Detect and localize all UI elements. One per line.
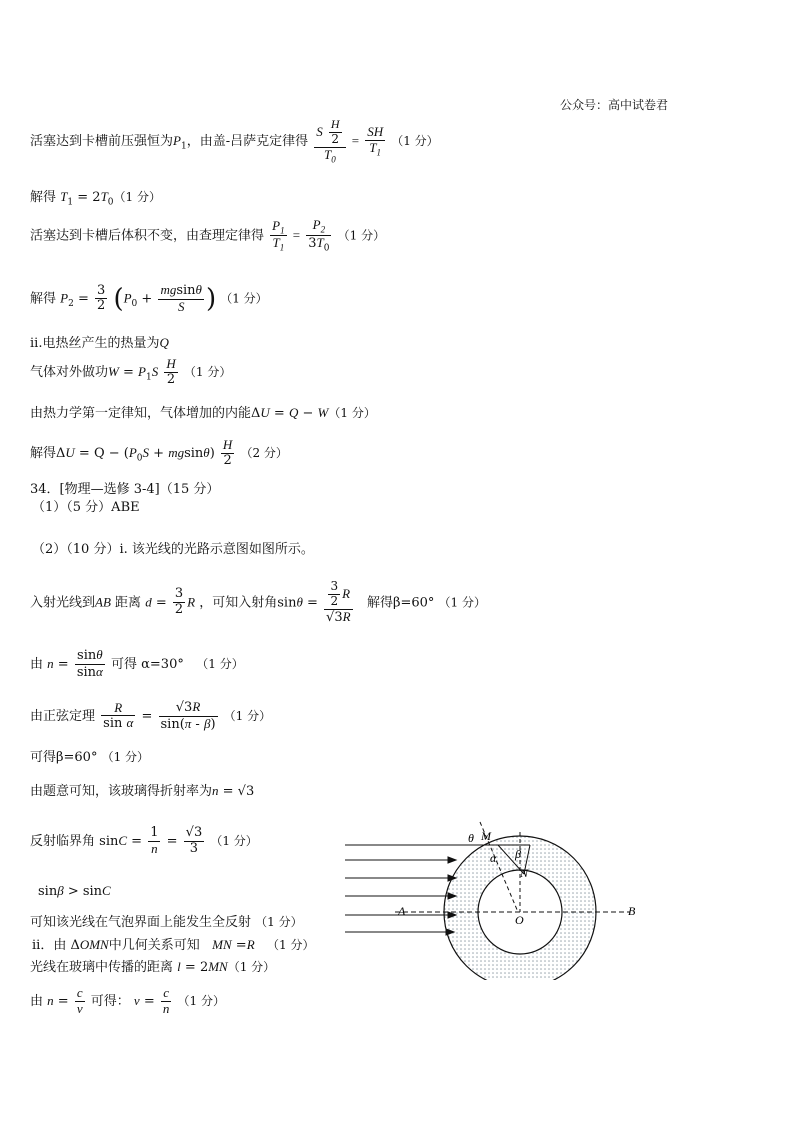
label-alpha: α — [490, 851, 497, 865]
eq-work: 气体对外做功$W = P_1S$ $\frac{H}{2}$ （1 分） — [30, 356, 232, 387]
eq-refraction: 由 n = $\frac{\sin\theta}{\sin\alpha}$ 可得 α=30° （1 分） — [30, 647, 244, 680]
optics-figure — [340, 820, 660, 980]
label-b: B — [628, 904, 636, 918]
eq-incident-angle: 入射光线到AB 距离 d = $\frac{3}{2}$ R ，可知入射角sinθ = $\frac{3}{2}$ R √3R 解得β=60° （1 分） — [30, 579, 486, 625]
eq-p2: 解得 $P_2$ = $\frac{3}{2}$ ($P_0$ + $\frac{mgsin\theta}{S}$ ) （1 分） — [30, 282, 268, 314]
label-a: A — [398, 904, 406, 918]
eq-compare: sinβ > sinC — [38, 883, 111, 899]
text-omn: ii．由 ΔOMN中几何关系可知 MN =R （1 分） — [32, 937, 315, 953]
label-n: N — [520, 866, 529, 880]
label-o: O — [515, 913, 524, 927]
eq-critical: 反射临界角 sinC = $\frac{1}{n}$ = $\frac{√3}{3}$ （1 分） — [30, 825, 258, 856]
eq-index: 由题意可知，该玻璃得折射率为n = √3 — [30, 783, 255, 799]
section-34: 34．[物理—选修 3-4]（15 分） — [30, 482, 220, 497]
eq-speed: 由 n = $\frac{c}{v}$ 可得： v = $\frac{c}{n}$ （1 分） — [30, 985, 225, 1016]
text-total-reflection: 可知该光线在气泡界面上能发生全反射 （1 分） — [30, 915, 303, 930]
eq-t1: 解得 $T_1 = 2T_0(1$ 分） — [30, 189, 161, 208]
eq-gay-lussac: 活塞达到卡槽前压强恒为$P_1$，由盖-吕萨克定律得 S $\frac{H}{2}$ $T_0$ = $\frac{SH}{T_1}$ （1 分） — [30, 117, 439, 165]
eq-sine-law: 由正弦定理 $\frac{R}{\text{sin α}}$ = $\frac{√3R}{\sin(\pi - \beta)}$ （1 分） — [30, 699, 272, 732]
label-beta: β — [515, 847, 521, 861]
text-distance: 光线在玻璃中传播的距离 l = 2MN（1 分） — [30, 959, 276, 975]
label-m: M — [481, 829, 491, 843]
eq-delta-u: 解得$\Delta U = Q - (P_0S + mgsin\theta)$ $\frac{H}{2}$ （2 分） — [30, 437, 288, 468]
answer-1: （1）（5 分）ABE — [32, 500, 140, 515]
header-source: 公众号：高中试卷君 — [559, 98, 668, 112]
eq-first-law: 由热力学第一定律知，气体增加的内能ΔU = Q − W（1 分） — [30, 405, 376, 421]
eq-charles: 活塞达到卡槽后体积不变，由查理定律得 $\frac{P_1}{T_1}$ = $\frac{P_2}{3T_0}$ （1 分） — [30, 217, 386, 254]
answer-2-intro: （2）（10 分）i. 该光线的光路示意图如图所示。 — [32, 542, 314, 557]
label-theta: θ — [468, 831, 474, 845]
text-beta: 可得β=60° （1 分） — [30, 750, 150, 765]
text-heat-q: ii.电热丝产生的热量为Q — [30, 335, 169, 351]
